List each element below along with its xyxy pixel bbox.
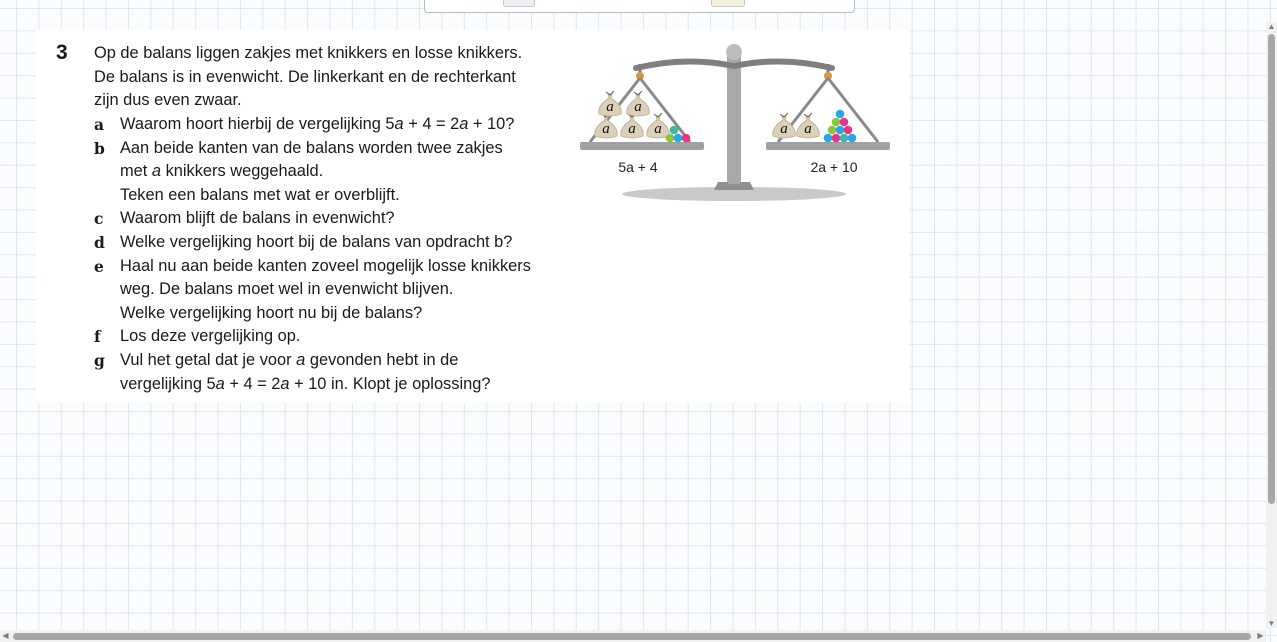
part-g bbox=[94, 349, 574, 396]
part-b bbox=[94, 137, 574, 208]
right-pan-label: 2a + 10 bbox=[810, 159, 858, 175]
part-letter: g bbox=[94, 350, 105, 370]
exercise-intro bbox=[94, 42, 564, 113]
part-text: Teken een balans met wat er overblijft. bbox=[120, 185, 400, 204]
money-bag-icon bbox=[627, 91, 650, 116]
part-letter: c bbox=[94, 209, 104, 229]
marble bbox=[682, 134, 691, 143]
part-text: Vul het getal dat je voor a gevonden hebt in de bbox=[120, 350, 459, 369]
balance-illustration bbox=[576, 42, 896, 202]
part-letter: d bbox=[94, 232, 105, 252]
marble bbox=[836, 126, 845, 135]
part-letter: b bbox=[94, 138, 105, 158]
bag-letter: a bbox=[606, 99, 614, 115]
exercise-parts bbox=[94, 113, 574, 396]
balance-pillar bbox=[727, 54, 741, 184]
bag-letter: a bbox=[804, 121, 812, 137]
money-bag-icon bbox=[595, 113, 618, 138]
left-bags bbox=[595, 91, 670, 138]
part-f bbox=[94, 325, 574, 349]
marble bbox=[832, 118, 841, 127]
horizontal-scrollbar[interactable] bbox=[0, 630, 1266, 642]
part-letter: e bbox=[94, 256, 104, 276]
part-text: Aan beide kanten van de balans worden twee zakjes bbox=[120, 138, 503, 157]
part-text: weg. De balans moet wel in evenwicht blijven. bbox=[120, 280, 454, 299]
bag-letter: a bbox=[654, 121, 662, 137]
bag-letter: a bbox=[602, 121, 610, 137]
part-text: Los deze vergelijking op. bbox=[120, 327, 301, 346]
part-a bbox=[94, 113, 574, 137]
exercise-number: 3 bbox=[56, 41, 68, 64]
money-bag-icon bbox=[773, 113, 796, 138]
bag-letter: a bbox=[634, 99, 642, 115]
money-bag-icon bbox=[797, 113, 820, 138]
marble bbox=[848, 134, 857, 143]
marble bbox=[836, 110, 845, 119]
balance-knob bbox=[726, 44, 742, 60]
scroll-left-icon[interactable]: ◀ bbox=[2, 631, 9, 640]
vertical-scrollbar[interactable] bbox=[1266, 22, 1277, 628]
part-c bbox=[94, 207, 574, 231]
part-text: met a knikkers weggehaald. bbox=[120, 162, 324, 181]
part-text: Welke vergelijking hoort nu bij de balans? bbox=[120, 303, 423, 322]
part-text: Waarom blijft de balans in evenwicht? bbox=[120, 209, 395, 228]
part-d bbox=[94, 231, 574, 255]
horizontal-scroll-thumb[interactable] bbox=[13, 633, 1251, 640]
money-bag-icon bbox=[599, 91, 622, 116]
marble bbox=[828, 126, 837, 135]
marble bbox=[670, 126, 679, 135]
intro-line: Op de balans liggen zakjes met knikkers en losse knikkers. bbox=[94, 44, 523, 62]
part-text: Welke vergelijking hoort bij de balans van opdracht b? bbox=[120, 232, 513, 251]
scroll-right-icon[interactable]: ▶ bbox=[1257, 631, 1264, 640]
vertical-scroll-thumb[interactable] bbox=[1268, 34, 1275, 504]
left-pan bbox=[580, 142, 704, 150]
marble bbox=[832, 134, 841, 143]
scroll-down-icon[interactable]: ▼ bbox=[1267, 619, 1276, 628]
part-letter: f bbox=[94, 327, 101, 347]
right-pan bbox=[766, 142, 890, 150]
bag-letter: a bbox=[628, 121, 636, 137]
marble bbox=[840, 134, 849, 143]
marble bbox=[844, 126, 853, 135]
marble bbox=[666, 134, 675, 143]
toolbar-remnant bbox=[424, 0, 855, 13]
part-text: vergelijking 5a + 4 = 2a + 10 in. Klopt je oplossing? bbox=[120, 374, 491, 393]
marble bbox=[674, 134, 683, 143]
part-text: Waarom hoort hierbij de vergelijking 5a + 4 = 2a + 10? bbox=[120, 115, 515, 133]
money-bag-icon bbox=[647, 113, 670, 138]
marble bbox=[840, 118, 849, 127]
toolbar-button[interactable] bbox=[503, 0, 535, 7]
intro-line: zijn dus even zwaar. bbox=[94, 91, 242, 110]
part-e bbox=[94, 255, 574, 326]
bag-letter: a bbox=[780, 121, 788, 137]
left-pan-label: 5a + 4 bbox=[618, 159, 658, 175]
scroll-up-icon[interactable]: ▲ bbox=[1267, 22, 1276, 31]
money-bag-icon bbox=[621, 113, 644, 138]
part-text: Haal nu aan beide kanten zoveel mogelijk losse knikkers bbox=[120, 256, 531, 275]
toolbar-play-button[interactable] bbox=[711, 0, 745, 7]
right-marbles bbox=[824, 110, 857, 143]
marble bbox=[824, 134, 833, 143]
intro-line: De balans is in evenwicht. De linkerkant en de rechterkant bbox=[94, 67, 516, 86]
part-letter: a bbox=[94, 115, 105, 134]
